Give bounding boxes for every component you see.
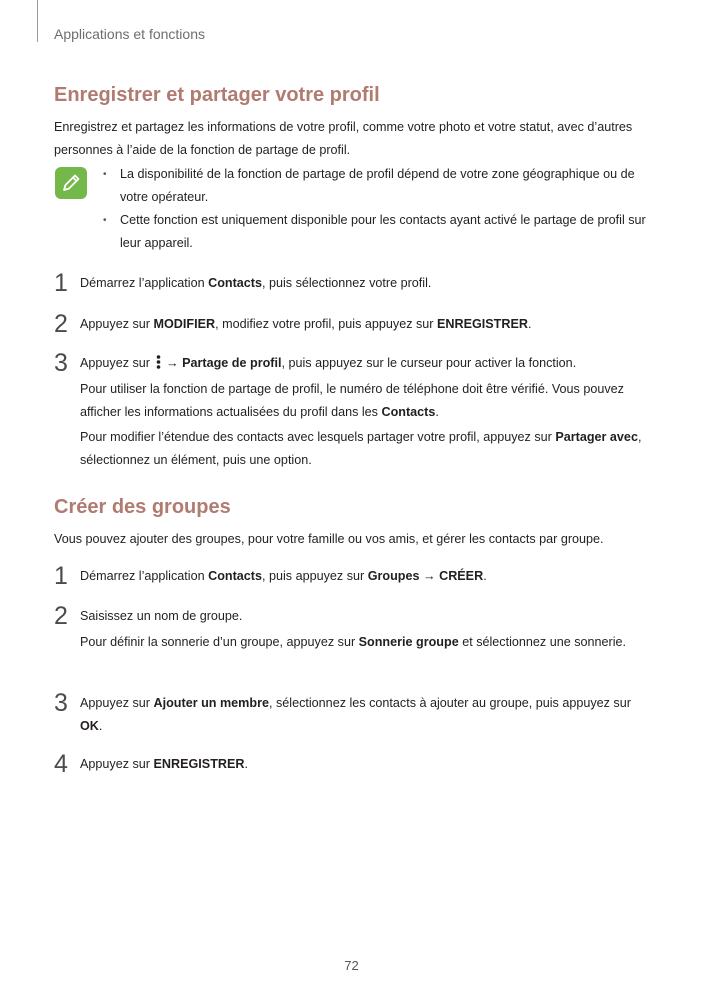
note-item: • Cette fonction est uniquement disponible pour les contacts ayant activé le partage de profil sur leur appareil. bbox=[103, 213, 646, 250]
note-list bbox=[103, 163, 648, 255]
section-title-profile: Enregistrer et partager votre profil bbox=[54, 84, 380, 106]
step-number: 4 bbox=[54, 750, 68, 778]
note-item: • La disponibilité de la fonction de partage de profil dépend de votre zone géographique ou de votre opérateur. bbox=[103, 167, 635, 204]
page-number: 72 bbox=[344, 958, 359, 973]
chapter-title: Applications et fonctions bbox=[54, 26, 205, 42]
step-text: Appuyez sur Ajouter un membre, sélectionnez les contacts à ajouter au groupe, puis appuyez sur OK. bbox=[80, 696, 631, 733]
profile-step-3-detail-2: Pour modifier l’étendue des contacts avec lesquels partager votre profil, appuyez sur Partager avec, sélectionnez un élément, puis une option. bbox=[80, 430, 642, 467]
step-text: Appuyez sur ENREGISTRER. bbox=[80, 757, 248, 771]
profile-step-3-detail: Pour utiliser la fonction de partage de profil, le numéro de téléphone doit être vérifié. Vous pouvez afficher les informations actualisées du profil dans les Contacts. bbox=[80, 382, 624, 419]
step-text: Démarrez l’application Contacts, puis sélectionnez votre profil. bbox=[80, 276, 432, 290]
step-text: Appuyez sur MODIFIER, modifiez votre profil, puis appuyez sur ENREGISTRER. bbox=[80, 317, 532, 331]
note-pencil-icon bbox=[55, 167, 87, 199]
step-text: Appuyez sur → Partage de profil, puis appuyez sur le curseur pour activer la fonction. bbox=[80, 356, 577, 370]
groups-step-2-detail: Pour définir la sonnerie d’un groupe, appuyez sur Sonnerie groupe et sélectionnez une sonnerie. bbox=[80, 635, 627, 649]
step-number: 3 bbox=[54, 689, 68, 717]
more-options-icon bbox=[156, 355, 161, 369]
step-number: 1 bbox=[54, 269, 68, 297]
section-title-groups: Créer des groupes bbox=[54, 496, 231, 518]
step-number: 2 bbox=[54, 602, 68, 630]
section-intro-profile: Enregistrez et partagez les informations de votre profil, comme votre photo et votre statut, avec d’autres personnes à l’aide de la fonction de partage de profil. bbox=[54, 120, 633, 157]
step-text: Saisissez un nom de groupe. bbox=[80, 609, 243, 623]
header-divider bbox=[37, 0, 38, 42]
step-number: 2 bbox=[54, 310, 68, 338]
step-number: 3 bbox=[54, 349, 68, 377]
section-intro-groups: Vous pouvez ajouter des groupes, pour votre famille ou vos amis, et gérer les contacts par groupe. bbox=[54, 532, 604, 546]
step-number: 1 bbox=[54, 562, 68, 590]
step-text: Démarrez l’application Contacts, puis appuyez sur Groupes → CRÉER. bbox=[80, 569, 487, 583]
